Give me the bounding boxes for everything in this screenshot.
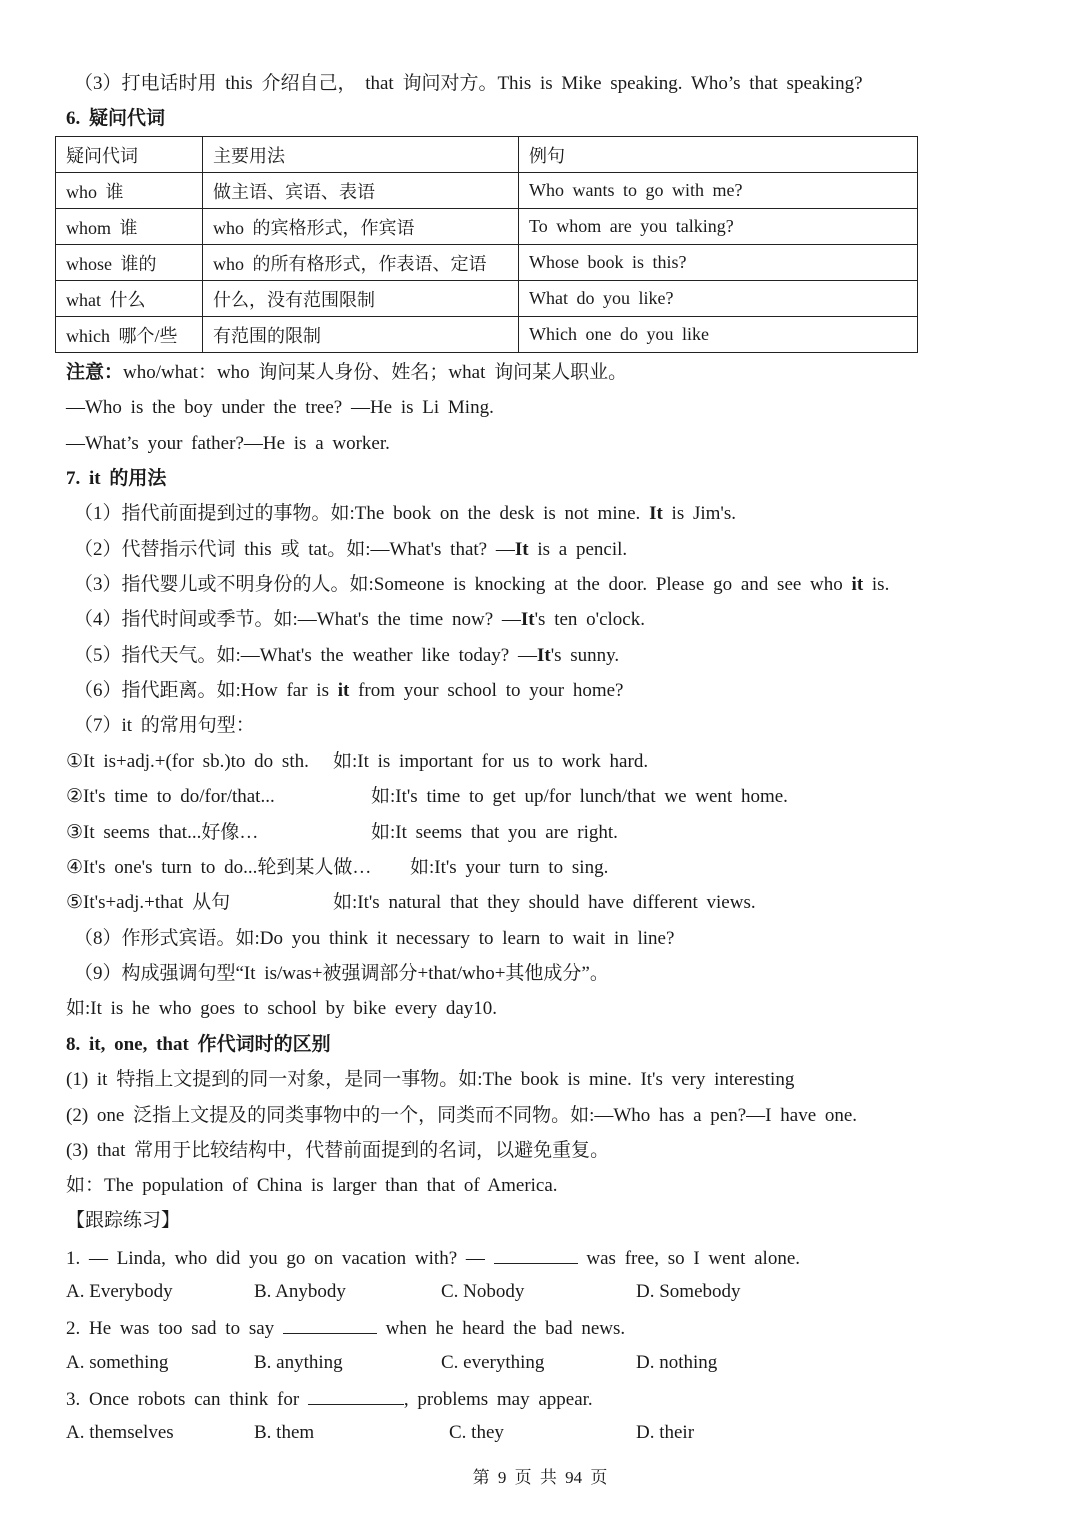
table-header-cell: 疑问代词 [56,137,203,173]
s8-example: 如：The population of China is larger than that of America. [66,1175,558,1196]
text: 's sunny. [550,645,620,666]
text: is. [863,574,890,595]
text: （3）指代婴儿或不明身份的人。如:Someone is knocking at the door. Please go and see who [74,574,852,595]
section-7-title: 7. it 的用法 [66,468,167,489]
answer-blank[interactable] [494,1245,578,1264]
table-cell: whose 谁的 [56,245,203,281]
note-text: who/what：who 询问某人身份、姓名；what 询问某人职业。 [123,362,628,383]
question-text: when he heard the bad news. [385,1318,626,1339]
question-text: 1. — Linda, who did you go on vacation with? — [66,1248,485,1269]
s7-item-3 [74,573,889,597]
table-cell: what 什么 [56,281,203,317]
page-footer: 第 9 页 共 94 页 [472,1468,608,1487]
pattern-4-example: 如:It's your turn to sing. [410,857,609,878]
s8-item-3: (3) that 常用于比较结构中，代替前面提到的名词，以避免重复。 [66,1140,610,1161]
table-cell: What do you like? [519,281,918,317]
emphasis: It [536,645,551,666]
question-text: 3. Once robots can think for [66,1389,300,1410]
pattern-4: ④It's one's turn to do...轮到某人做… [66,857,372,878]
option-b[interactable]: B. them [254,1422,315,1443]
table-cell: which 哪个/些 [56,317,203,353]
emphasis: it [851,574,864,595]
s7-item-2 [74,538,627,562]
section-6-title: 6. 疑问代词 [66,108,166,129]
answer-blank[interactable] [283,1315,377,1334]
table-cell: who 谁 [56,173,203,209]
option-c[interactable]: C. they [449,1422,504,1443]
option-a[interactable]: A. themselves [66,1422,174,1443]
note [66,361,627,385]
table-row [56,281,918,317]
text: （6）指代距离。如:How far is [74,680,338,701]
option-d[interactable]: D. nothing [636,1352,718,1373]
answer-blank[interactable] [308,1386,404,1405]
table-header-cell: 主要用法 [203,137,519,173]
table-cell: Which one do you like [519,317,918,353]
option-a[interactable]: A. Everybody [66,1281,173,1302]
question-text: 2. He was too sad to say [66,1318,275,1339]
text: （4）指代时间或季节。如:—What's the time now? — [74,609,521,630]
emphasis: It [514,539,529,560]
s7-item-6 [74,679,623,703]
table-cell: whom 谁 [56,209,203,245]
pattern-5: ⑤It's+adj.+that 从句 [66,892,231,913]
table-cell: Whose book is this? [519,245,918,281]
question-2 [66,1315,625,1341]
text: is a pencil. [528,539,628,560]
s7-item-8: （8）作形式宾语。如:Do you think it necessary to learn to wait in line? [74,928,675,949]
s8-item-1: (1) it 特指上文提到的同一对象，是同一事物。如:The book is mine. It's very interesting [66,1069,795,1090]
question-text: was free, so I went alone. [586,1248,801,1269]
s7-item-9-example: 如:It is he who goes to school by bike every day10. [66,998,498,1019]
table-cell: who 的宾格形式，作宾语 [203,209,519,245]
pattern-5-example: 如:It's natural that they should have different views. [333,892,756,913]
pattern-2: ②It's time to do/for/that... [66,786,275,807]
option-c[interactable]: C. Nobody [441,1281,525,1302]
example-2: —What’s your father?—He is a worker. [66,433,390,454]
s7-item-1 [74,502,736,526]
s7-item-4 [74,608,645,632]
emphasis: it [337,680,350,701]
table-header-row [56,137,918,173]
table-row [56,245,918,281]
table-cell: To whom are you talking? [519,209,918,245]
text: is Jim's. [662,503,736,524]
option-a[interactable]: A. something [66,1352,169,1373]
s5-item-3: （3）打电话时用 this 介绍自己， that 询问对方。This is Mike speaking. Who’s that speaking? [74,73,863,94]
option-d[interactable]: D. their [636,1422,695,1443]
option-d[interactable]: D. Somebody [636,1281,741,1302]
interrogative-pronoun-table [55,136,918,353]
option-b[interactable]: B. Anybody [254,1281,346,1302]
question-1 [66,1245,800,1271]
text: （2）代替指示代词 this 或 tat。如:—What's that? — [74,539,515,560]
section-8-title: 8. it, one, that 作代词时的区别 [66,1034,331,1055]
emphasis: It [649,503,663,524]
table-cell: 有范围的限制 [203,317,519,353]
emphasis: It [520,609,535,630]
question-3 [66,1386,593,1412]
option-b[interactable]: B. anything [254,1352,343,1373]
table-row [56,317,918,353]
text: （1）指代前面提到过的事物。如:The book on the desk is not mine. [74,503,650,524]
table-row [56,173,918,209]
pattern-1-example: 如:It is important for us to work hard. [333,751,649,772]
text: （5）指代天气。如:—What's the weather like today? — [74,645,537,666]
s7-item-5 [74,644,619,668]
option-c[interactable]: C. everything [441,1352,545,1373]
example-1: —Who is the boy under the tree? —He is Li Ming. [66,397,494,418]
table-header-cell: 例句 [519,137,918,173]
text: 's ten o'clock. [534,609,645,630]
s7-item-9: （9）构成强调句型“It is/was+被强调部分+that/who+其他成分”。 [74,963,609,984]
s8-item-2: (2) one 泛指上文提及的同类事物中的一个，同类而不同物。如:—Who has a pen?—I have one. [66,1105,858,1126]
pattern-1: ①It is+adj.+(for sb.)to do sth. [66,751,309,772]
pattern-3: ③It seems that...好像… [66,822,259,843]
table-cell: 什么，没有范围限制 [203,281,519,317]
note-label: 注意： [66,362,124,383]
s7-item-7: （7）it 的常用句型： [74,715,255,736]
table-cell: Who wants to go with me? [519,173,918,209]
table-cell: who 的所有格形式，作表语、定语 [203,245,519,281]
practice-title: 【跟踪练习】 [66,1210,181,1231]
table-cell: 做主语、宾语、表语 [203,173,519,209]
table-row [56,209,918,245]
question-text: , problems may appear. [403,1389,593,1410]
pattern-3-example: 如:It seems that you are right. [371,822,618,843]
text: from your school to your home? [349,680,624,701]
pattern-2-example: 如:It's time to get up/for lunch/that we went home. [371,786,788,807]
